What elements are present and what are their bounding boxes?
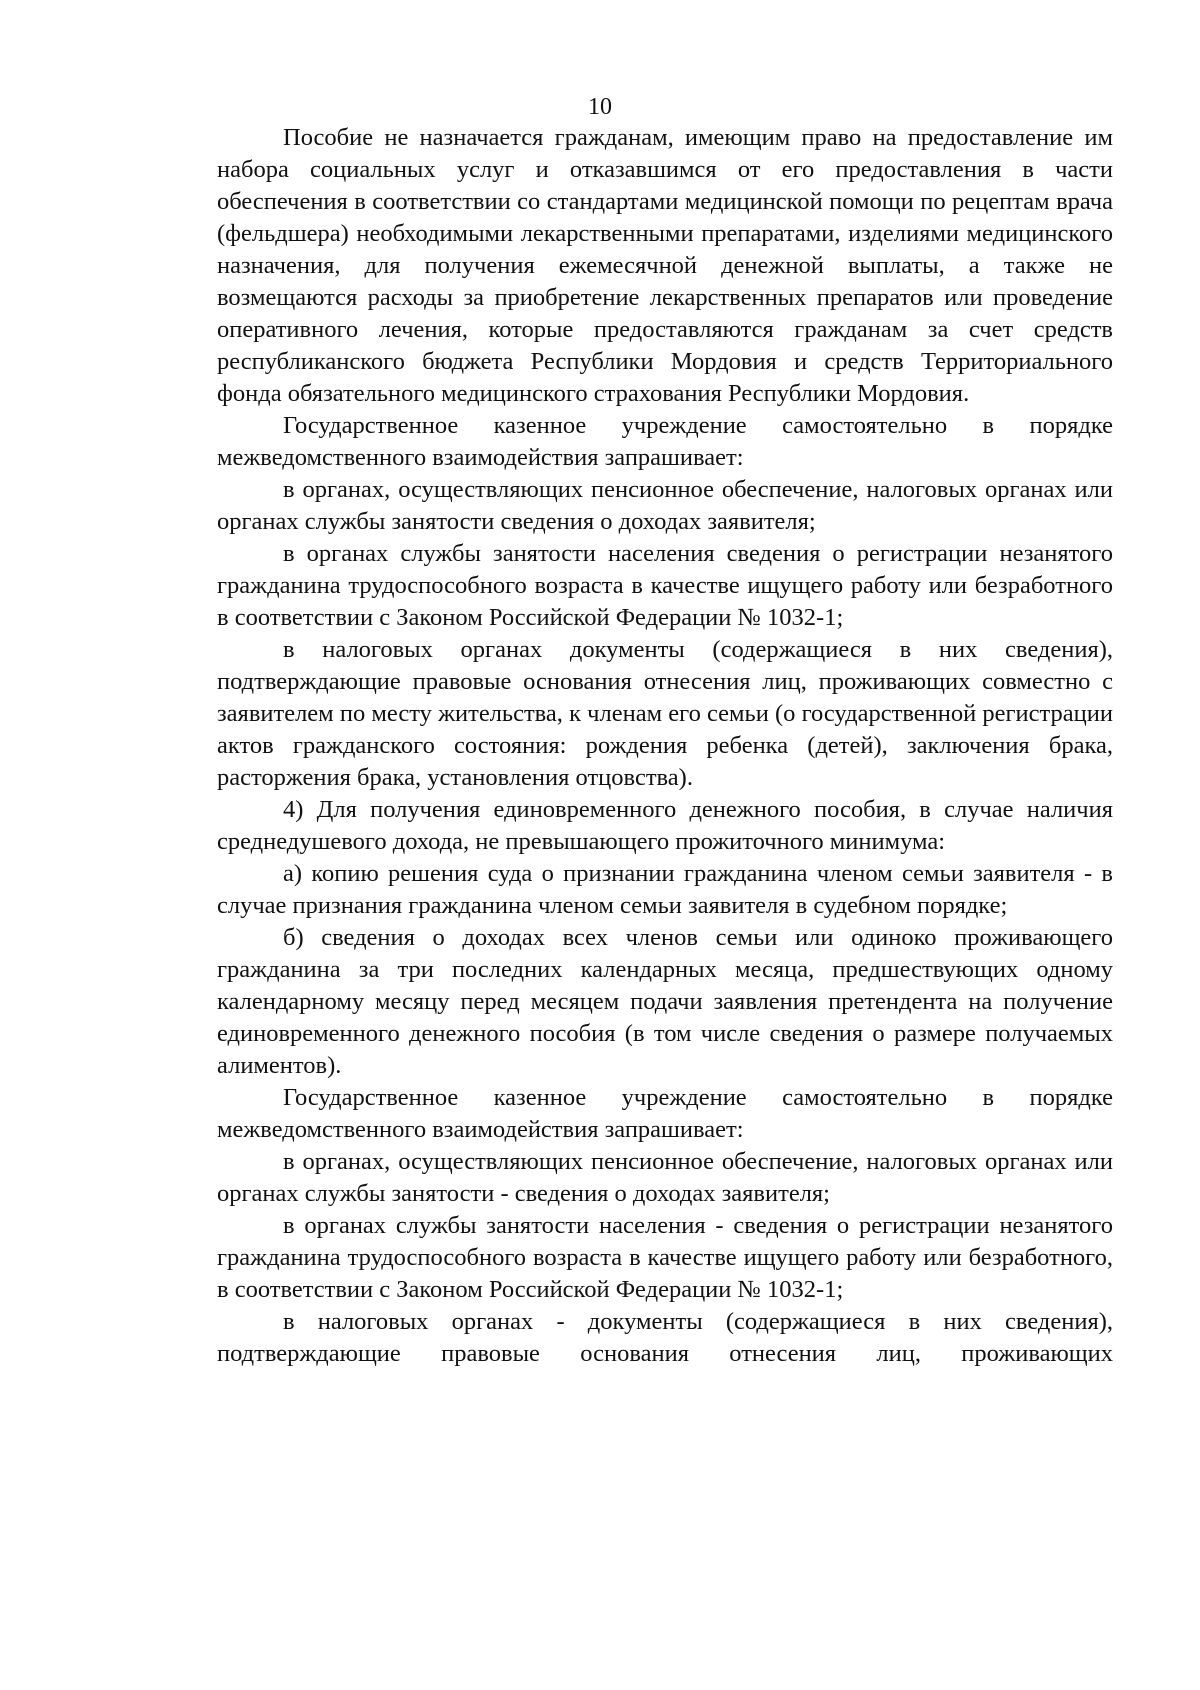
paragraph-pension-income-2: в органах, осуществляющих пенсионное обеспечение, налоговых органах или органах службы занятости - сведения о доходах заявителя; bbox=[217, 1148, 1113, 1207]
paragraph-lump-sum-item-4: 4) Для получения единовременного денежного пособия, в случае наличия среднедушевого дохода, не превышающего прожиточного минимума: bbox=[217, 796, 1113, 855]
paragraph-court-decision: а) копию решения суда о признании гражданина членом семьи заявителя - в случае признания гражданина членом семьи заявителя в судебном порядке; bbox=[217, 860, 1113, 919]
paragraph-agency-requests: Государственное казенное учреждение самостоятельно в порядке межведомственного взаимодействия запрашивает: bbox=[217, 412, 1113, 471]
page-number: 10 bbox=[588, 94, 612, 120]
paragraph-tax-documents-2: в налоговых органах - документы (содержащиеся в них сведения), подтверждающие правовые основания отнесения лиц, проживающих bbox=[217, 1308, 1113, 1367]
paragraph-pension-income: в органах, осуществляющих пенсионное обеспечение, налоговых органах или органах службы занятости сведения о доходах заявителя; bbox=[217, 476, 1113, 535]
paragraph-employment-registration-2: в органах службы занятости населения - сведения о регистрации незанятого гражданина трудоспособного возраста в качестве ищущего работу или безработного, в соответствии с Законом Российской Федерации № 1032-1; bbox=[217, 1212, 1113, 1303]
paragraph-agency-requests-2: Государственное казенное учреждение самостоятельно в порядке межведомственного взаимодействия запрашивает: bbox=[217, 1084, 1113, 1143]
paragraph-tax-documents: в налоговых органах документы (содержащиеся в них сведения), подтверждающие правовые основания отнесения лиц, проживающих совместно с заявителем по месту жительства, к членам его семьи (о государственной регистрации актов гражданского состояния: рождения ребенка (детей), заключения брака, расторжения брака, установления отцовства). bbox=[217, 636, 1113, 791]
document-body bbox=[217, 122, 1113, 1370]
paragraph-benefit-exclusion: Пособие не назначается гражданам, имеющим право на предоставление им набора социальных услуг и отказавшимся от его предоставления в части обеспечения в соответствии со стандартами медицинской помощи по рецептам врача (фельдшера) необходимыми лекарственными препаратами, изделиями медицинского назначения, для получения ежемесячной денежной выплаты, а также не возмещаются расходы за приобретение лекарственных препаратов или проведение оперативного лечения, которые предоставляются гражданам за счет средств республиканского бюджета Республики Мордовия и средств Территориального фонда обязательного медицинского страхования Республики Мордовия. bbox=[217, 124, 1113, 407]
paragraph-family-income: б) сведения о доходах всех членов семьи или одиноко проживающего гражданина за три последних календарных месяца, предшествующих одному календарному месяцу перед месяцем подачи заявления претендента на получение единовременного денежного пособия (в том числе сведения о размере получаемых алиментов). bbox=[217, 924, 1113, 1079]
paragraph-employment-registration: в органах службы занятости населения сведения о регистрации незанятого гражданина трудоспособного возраста в качестве ищущего работу или безработного в соответствии с Законом Российской Федерации № 1032-1; bbox=[217, 540, 1113, 631]
